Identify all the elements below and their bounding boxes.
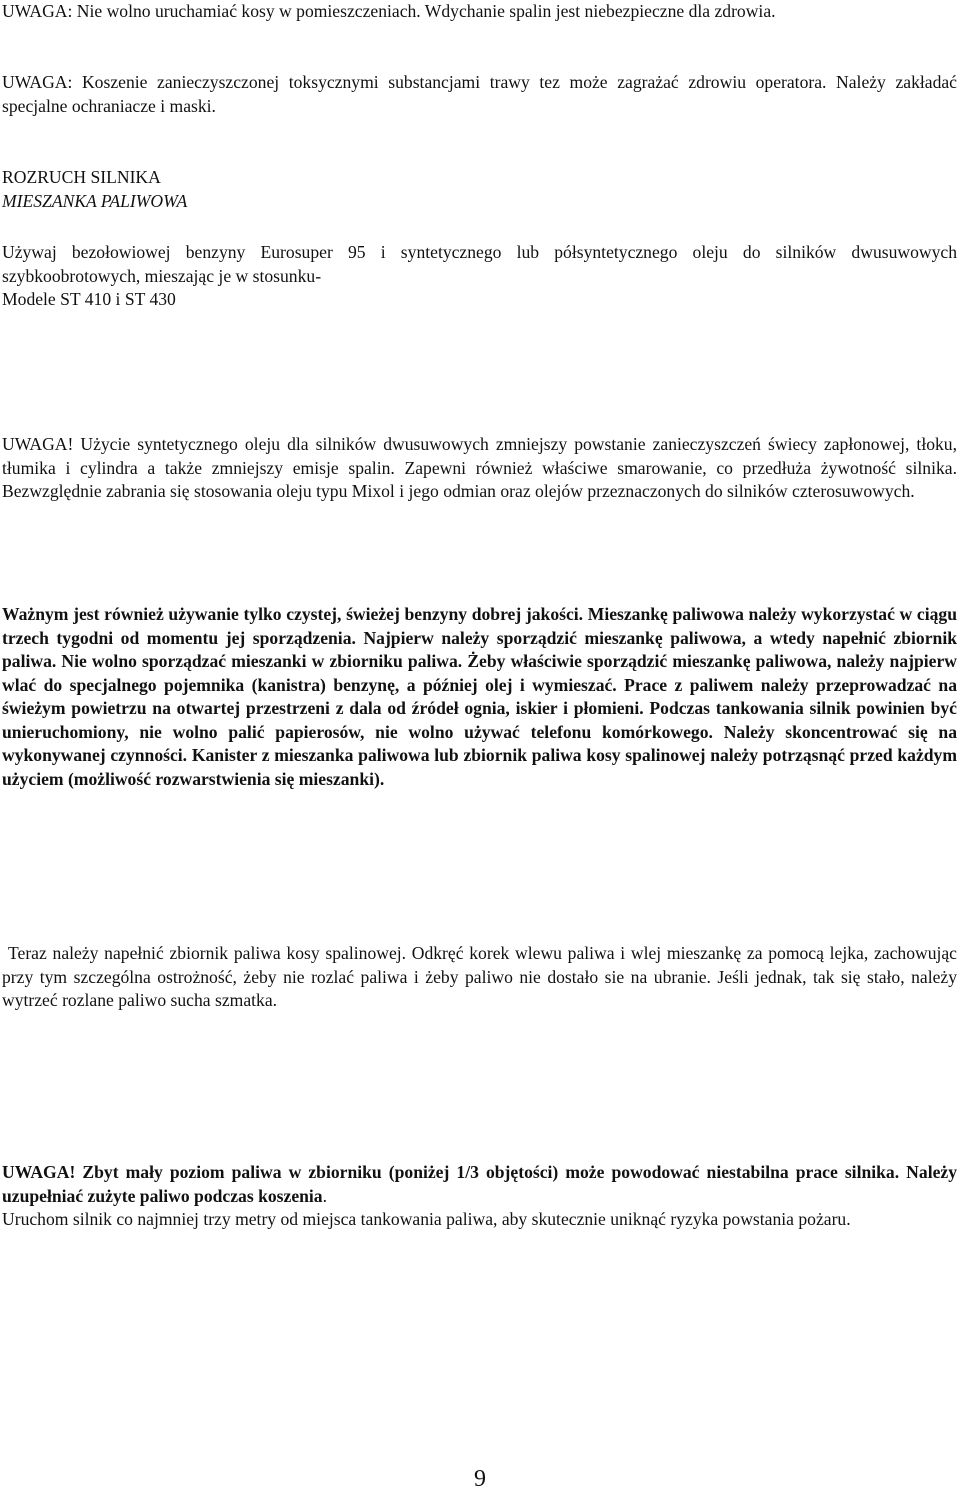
section-title: ROZRUCH SILNIKA	[2, 167, 161, 187]
oil-warning-text: UWAGA! Użycie syntetycznego oleju dla silników dwusuwowych zmniejszy powstanie zanieczyszczeń świecy zapłonowej, tłoku, tłumika i cylindra a także zmniejszy emisje spalin. Zapewni również właściwe smarowanie, co przedłuża żywotność silnika. Bezwzględnie zabrania się stosowania oleju typu Mixol i jego odmian oraz olejów przeznaczonych do silników czterosuwowych.	[2, 434, 957, 501]
fuel-usage-paragraph	[2, 241, 957, 312]
fuel-rules-text: Ważnym jest również używanie tylko czystej, świeżej benzyny dobrej jakości. Mieszankę paliwowa należy wykorzystać w ciągu trzech tygodni od momentu jej sporządzenia. Najpierw należy sporządzić mieszankę paliwowa, a wtedy napełnić zbiornik paliwa. Nie wolno sporządzać mieszanki w zbiorniku paliwa. Żeby właściwie sporządzić mieszankę paliwowa, należy najpierw wlać do specjalnego pojemnika (kanistra) benzynę, a później olej i wymieszać. Prace z paliwem należy przeprowadzać na świeżym powietrzu na otwartej przestrzeni z dala od źródeł ognia, iskier i płomieni. Podczas tankowania silnik powinien być unieruchomiony, nie wolno palić papierosów, nie wolno używać telefonu komórkowego. Należy skoncentrować się na wykonywanej czynności. Kanister z mieszanka paliwowa lub zbiornik paliwa kosy spalinowej należy potrząsnąć przed każdym użyciem (możliwość rozwarstwienia się mieszanki).	[2, 604, 957, 789]
low-fuel-warning-paragraph	[2, 1161, 957, 1232]
low-fuel-warning-period: .	[322, 1185, 328, 1206]
warning-exhaust	[2, 0, 957, 24]
refuel-paragraph	[2, 942, 957, 1013]
fuel-rules-paragraph	[2, 603, 957, 791]
models-text: Modele ST 410 i ST 430	[2, 289, 176, 309]
low-fuel-warning-bold: UWAGA! Zbyt mały poziom paliwa w zbiorniku (poniżej 1/3 objętości) może powodować niestabilna prace silnika. Należy uzupełniać zużyte paliwo podczas koszenia	[2, 1162, 957, 1206]
warning-exhaust-text: UWAGA: Nie wolno uruchamiać kosy w pomieszczeniach. Wdychanie spalin jest niebezpieczne dla zdrowia.	[2, 1, 776, 21]
start-distance-text: Uruchom silnik co najmniej trzy metry od miejsca tankowania paliwa, aby skutecznie uniknąć ryzyka powstania pożaru.	[2, 1209, 851, 1229]
refuel-text: Teraz należy napełnić zbiornik paliwa kosy spalinowej. Odkręć korek wlewu paliwa i wlej mieszankę za pomocą lejka, zachowując przy tym szczególna ostrożność, żeby nie rozlać paliwa i żeby paliwo nie dostało sie na ubranie. Jeśli jednak, tak się stało, należy wytrzeć rozlane paliwo sucha szmatka.	[2, 943, 957, 1010]
low-fuel-warning	[2, 1161, 957, 1208]
oil-warning-paragraph	[2, 433, 957, 504]
section-heading	[2, 166, 702, 213]
section-subtitle: MIESZANKA PALIWOWA	[2, 190, 188, 211]
page-number: 9	[474, 1466, 486, 1492]
warning-toxic-grass	[2, 71, 957, 118]
fuel-usage-text: Używaj bezołowiowej benzyny Eurosuper 95 i syntetycznego lub półsyntetycznego oleju do silników dwusuwowych szybkoobrotowych, mieszając je w stosunku-	[2, 242, 957, 286]
warning-toxic-grass-text: UWAGA: Koszenie zanieczyszczonej toksycznymi substancjami trawy tez może zagrażać zdrowiu operatora. Należy zakładać specjalne ochraniacze i maski.	[2, 72, 957, 116]
